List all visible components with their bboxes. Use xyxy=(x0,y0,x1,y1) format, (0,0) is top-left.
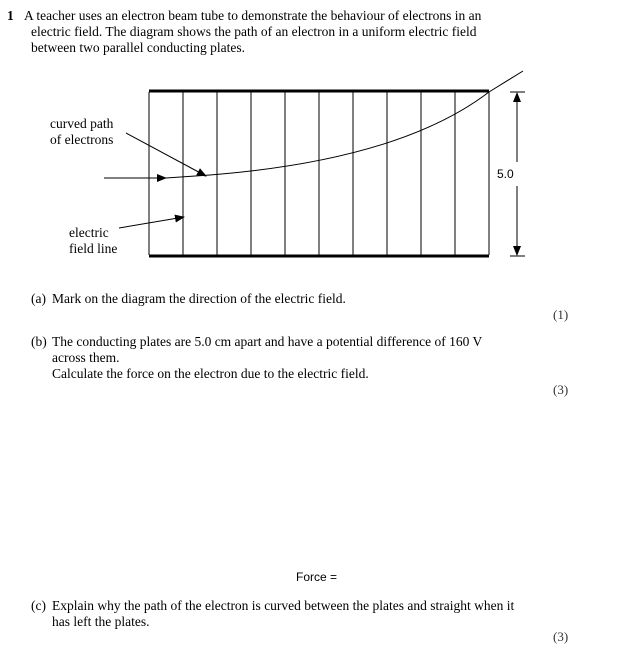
field-line-label-line-2: field line xyxy=(69,241,118,256)
question-intro-line-1: A teacher uses an electron beam tube to demonstrate the behaviour of electrons in an xyxy=(24,8,482,23)
part-c-line-1: Explain why the path of the electron is curved between the plates and straight when it xyxy=(52,598,515,613)
part-b-line-2: across them. xyxy=(52,350,120,365)
question-intro-line-3: between two parallel conducting plates. xyxy=(31,40,246,55)
part-a-marks: (1) xyxy=(553,307,569,322)
part-c-marks: (3) xyxy=(553,629,569,644)
electron-exit-path xyxy=(489,71,523,92)
question-intro-line-2: electric field. The diagram shows the path of an electron in a uniform electric field xyxy=(31,24,477,39)
curved-path-pointer xyxy=(126,133,206,176)
part-b-label: (b) xyxy=(31,334,47,349)
part-b-marks: (3) xyxy=(553,382,569,397)
part-b-line-1: The conducting plates are 5.0 cm apart and have a potential difference of 160 V xyxy=(52,334,483,349)
part-c-line-2: has left the plates. xyxy=(52,614,150,629)
field-lines-group xyxy=(149,92,489,255)
force-answer-label: Force = xyxy=(296,570,338,584)
curved-path-label-line-1: curved path xyxy=(50,116,114,131)
field-line-label-line-1: electric xyxy=(69,225,109,240)
part-b-line-3: Calculate the force on the electron due to the electric field. xyxy=(52,366,369,381)
part-c-label: (c) xyxy=(31,598,46,613)
field-line-pointer xyxy=(119,217,184,228)
part-a-text: Mark on the diagram the direction of the electric field. xyxy=(52,291,346,306)
question-number: 1 xyxy=(7,8,14,23)
part-a-label: (a) xyxy=(31,291,46,306)
separation-label: 5.0 xyxy=(497,167,514,181)
curved-path-label-line-2: of electrons xyxy=(50,132,114,147)
electron-curved-path xyxy=(166,92,489,178)
